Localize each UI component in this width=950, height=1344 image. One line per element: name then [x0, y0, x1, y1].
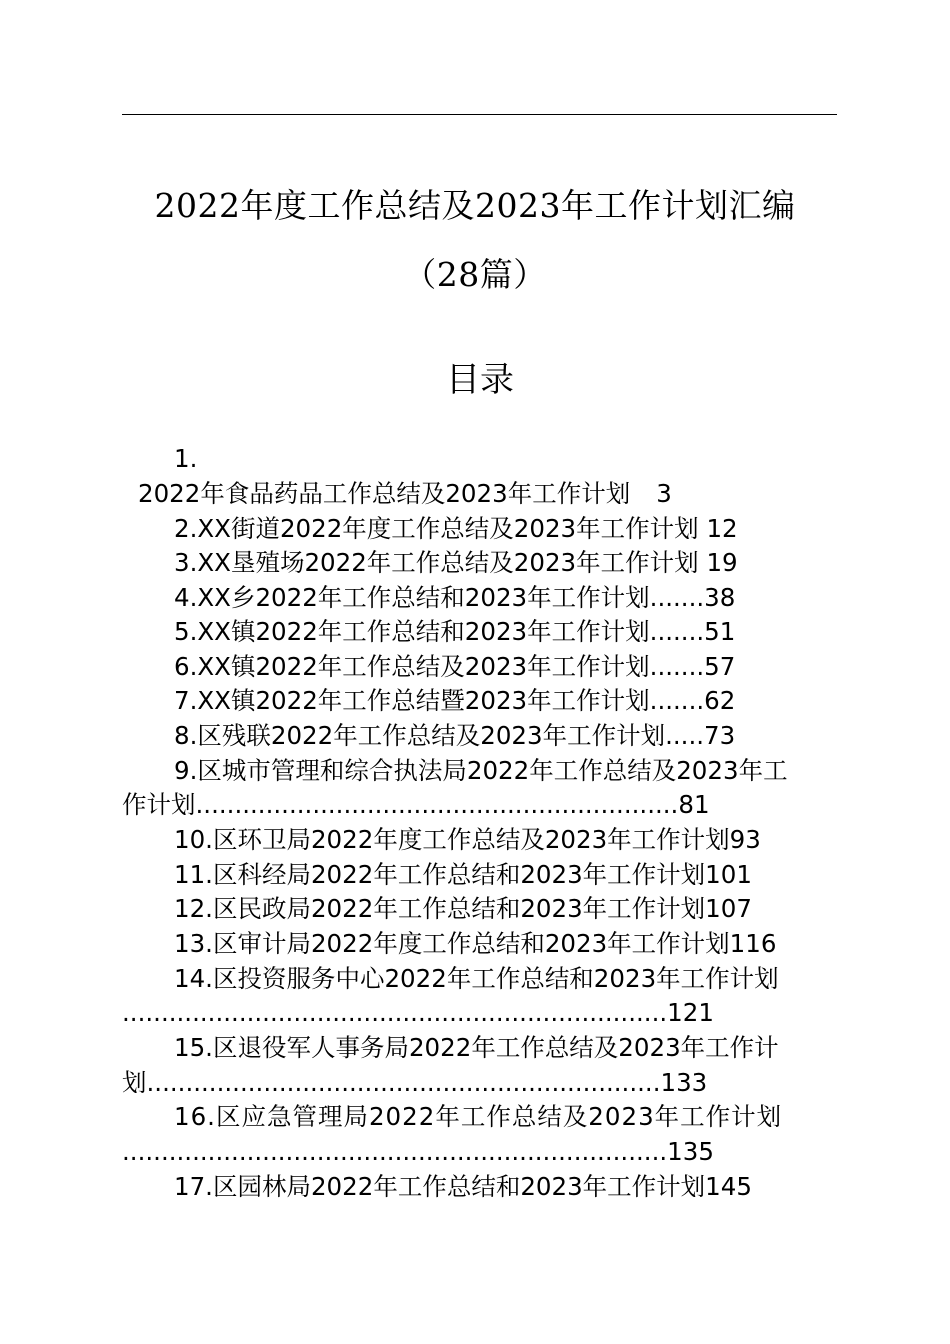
toc-entry-line[interactable]: [174, 546, 738, 580]
toc-entry-title: 4.XX乡2022年工作总结和2023年工作计划: [174, 583, 650, 612]
toc-entry-title: 13.区审计局2022年度工作总结和2023年工作计划: [174, 929, 730, 958]
toc-entry-page: 107: [705, 894, 752, 923]
toc-entry-page: 51: [704, 617, 736, 646]
toc-entry-leader: ..................................................................: [146, 1068, 661, 1097]
toc-entry-title: 3.XX垦殖场2022年工作总结及2023年工作计划: [174, 548, 699, 577]
toc-entry-line[interactable]: [174, 858, 752, 892]
toc-entry-page: 116: [729, 929, 777, 958]
toc-entry-line[interactable]: [174, 650, 735, 684]
toc-entry-page: 3: [656, 479, 672, 508]
toc-entry-page: 62: [704, 686, 736, 715]
toc-entry-title: 6.XX镇2022年工作总结及2023年工作计划: [174, 652, 650, 681]
toc-entry-line[interactable]: [174, 684, 735, 718]
toc-entry-line[interactable]: [174, 512, 738, 546]
toc-entry-title-cont: 作计划: [122, 790, 196, 819]
toc-entry-title: 5.XX镇2022年工作总结和2023年工作计划: [174, 617, 650, 646]
toc-entry-line[interactable]: [174, 927, 776, 961]
toc-entry-leader: .......: [649, 583, 705, 612]
toc-entry-page: 93: [729, 825, 761, 854]
toc-entry-number: 1.: [174, 444, 198, 473]
toc-entry-leader: .......: [649, 652, 705, 681]
toc-entry-page: 121: [667, 998, 714, 1027]
toc-entry-line[interactable]: [174, 1100, 782, 1134]
toc-entry-title: 15.区退役军人事务局2022年工作总结及2023年工作计: [174, 1033, 779, 1062]
toc-entry-title: 2.XX街道2022年度工作总结及2023年工作计划: [174, 514, 699, 543]
toc-entry-title-cont: 划: [122, 1068, 147, 1097]
toc-entry-line[interactable]: [174, 442, 197, 476]
toc-heading: 目录: [446, 360, 514, 400]
toc-entry-line[interactable]: [174, 719, 735, 753]
toc-entry-title: 11.区科经局2022年工作总结和2023年工作计划: [174, 860, 706, 889]
toc-entry-line[interactable]: [122, 788, 710, 822]
toc-entry-title: 9.区城市管理和综合执法局2022年工作总结及2023年工: [174, 756, 788, 785]
toc-entry-line[interactable]: [138, 477, 672, 511]
toc-entry-page: 57: [704, 652, 736, 681]
toc-entry-leader: .....: [665, 721, 705, 750]
toc-entry-title: 14.区投资服务中心2022年工作总结和2023年工作计划: [174, 964, 779, 993]
toc-entry-leader: .......: [649, 686, 705, 715]
toc-entry-line[interactable]: [122, 996, 714, 1030]
toc-entry-line[interactable]: [174, 754, 788, 788]
toc-entry-line[interactable]: [122, 1135, 714, 1169]
toc-entry-page: 133: [660, 1068, 708, 1097]
toc-entry-title: 8.区残联2022年工作总结及2023年工作计划: [174, 721, 666, 750]
toc-entry-leader: ..............................................................: [195, 790, 679, 819]
toc-entry-title: 7.XX镇2022年工作总结暨2023年工作计划: [174, 686, 650, 715]
toc-entry-title: 16.区应急管理局2022年工作总结及2023年工作计划: [174, 1102, 783, 1131]
toc-entry-leader: ......................................................................: [122, 998, 668, 1027]
toc-entry-leader: ......................................................................: [122, 1137, 668, 1166]
toc-entry-line[interactable]: [122, 1066, 707, 1100]
toc-entry-title: 17.区园林局2022年工作总结和2023年工作计划: [174, 1172, 706, 1201]
toc-entry-title: 2022年食品药品工作总结及2023年工作计划: [138, 479, 631, 508]
header-rule: [122, 114, 837, 115]
toc-entry-page: 81: [678, 790, 710, 819]
toc-entry-page: 73: [704, 721, 736, 750]
toc-entry-page: 19: [698, 548, 738, 577]
toc-entry-page: 145: [705, 1172, 752, 1201]
document-title: 2022年度工作总结及2023年工作计划汇编: [154, 186, 796, 225]
toc-entry-line[interactable]: [174, 1170, 752, 1204]
toc-entry-title: 12.区民政局2022年工作总结和2023年工作计划: [174, 894, 706, 923]
toc-entry-line[interactable]: [174, 823, 761, 857]
toc-entry-leader: .......: [649, 617, 705, 646]
toc-entry-line[interactable]: [174, 892, 752, 926]
document-subtitle: （28篇）: [403, 255, 547, 294]
toc-entry-page: 38: [704, 583, 736, 612]
toc-entry-line[interactable]: [174, 1031, 779, 1065]
toc-entry-page: 12: [698, 514, 738, 543]
toc-entry-line[interactable]: [174, 581, 735, 615]
toc-entry-page: 135: [667, 1137, 714, 1166]
toc-entry-title: 10.区环卫局2022年度工作总结及2023年工作计划: [174, 825, 730, 854]
toc-entry-line[interactable]: [174, 615, 735, 649]
toc-entry-line[interactable]: [174, 962, 779, 996]
toc-entry-page: 101: [705, 860, 752, 889]
